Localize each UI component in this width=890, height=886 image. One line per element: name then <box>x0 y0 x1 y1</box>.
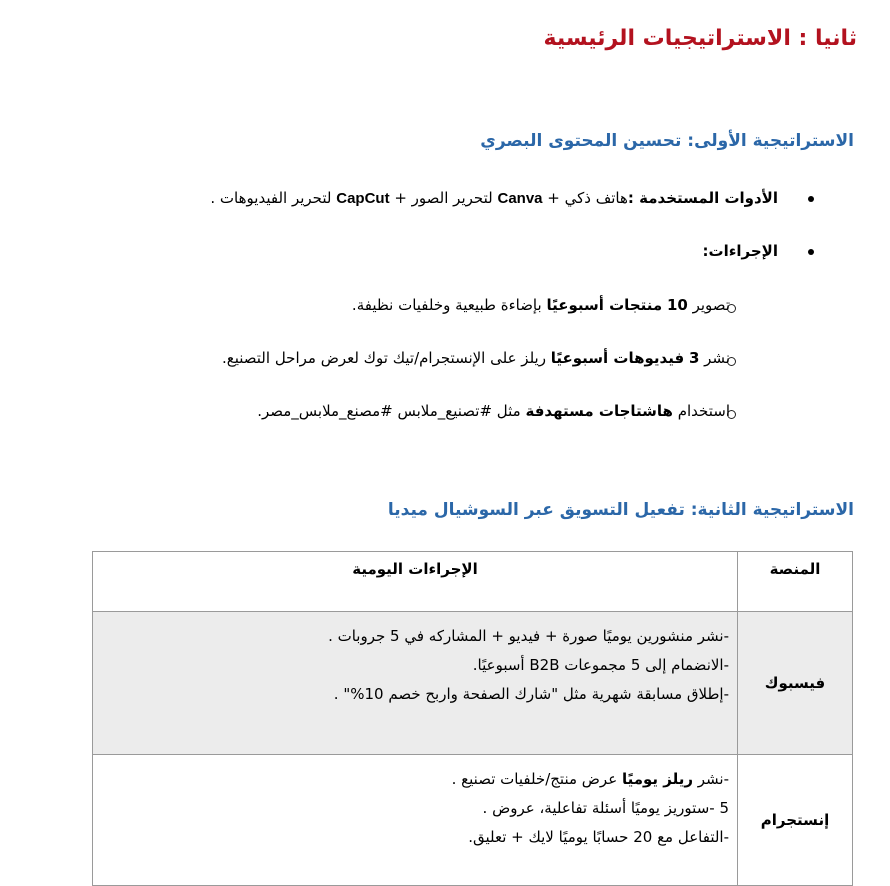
instagram-line-1-post: عرض منتج/خلفيات تصنيع . <box>451 770 618 788</box>
step-3-pre: استخدام <box>677 402 730 420</box>
page-title: ثانيا : الاستراتيجيات الرئيسية <box>543 26 857 51</box>
step-2-pre: نشر <box>704 349 730 367</box>
step-2-post: ريلز على الإنستجرام/تيك توك لعرض مراحل التصنيع. <box>221 349 546 367</box>
strategy1-heading: الاستراتيجية الأولى: تحسين المحتوى البصري <box>480 131 854 151</box>
table-row <box>93 755 853 886</box>
step-1-post: بإضاءة طبيعية وخلفيات نظيفة. <box>351 296 542 314</box>
instagram-line-1-bold: ريلز يوميًا <box>621 770 693 788</box>
header-actions <box>93 552 738 612</box>
tools-text-2: لتحرير الصور + <box>394 189 493 207</box>
bullet-dot <box>808 249 814 255</box>
platform-facebook: فيسبوك <box>738 612 853 755</box>
step-2-num: 3 <box>688 349 700 367</box>
step-3-bold: هاشتاجات مستهدفة <box>525 402 673 420</box>
instagram-line-1 <box>103 765 729 794</box>
tools-label: الأدوات المستخدمة : <box>627 189 778 207</box>
table-header-row <box>93 552 853 612</box>
bullet-dot <box>808 196 814 202</box>
step-3 <box>257 400 730 422</box>
step-2 <box>222 347 730 369</box>
tools-text-3: لتحرير الفيديوهات . <box>210 189 332 207</box>
actions-table <box>92 551 853 886</box>
step-1 <box>352 294 730 316</box>
header-actions-text: الإجراءات اليومية <box>352 560 478 578</box>
facebook-line-3: -إطلاق مسابقة شهرية مثل "شارك الصفحة واربح خصم 10%" . <box>333 685 729 703</box>
tools-canva: Canva <box>497 190 543 207</box>
step-3-post: مثل #تصنيع_ملابس #مصنع_ملابس_مصر. <box>257 402 521 420</box>
instagram-actions <box>93 755 738 886</box>
step-2-bold: فيديوهات أسبوعيًا <box>550 349 685 367</box>
instagram-line-3: -التفاعل مع 20 حسابًا يوميًا لايك + تعليق. <box>468 828 729 846</box>
platform-instagram: إنستجرام <box>738 755 853 886</box>
facebook-actions <box>93 612 738 755</box>
instagram-line-1-pre: -نشر <box>697 770 729 788</box>
header-platform <box>738 552 853 612</box>
table-row <box>93 612 853 755</box>
facebook-line-1: -نشر منشورين يوميًا صورة + فيديو + المشاركه في 5 جروبات . <box>328 627 729 645</box>
tools-capcut: CapCut <box>336 190 390 207</box>
strategy2-heading: الاستراتيجية الثانية: تفعيل التسويق عبر السوشيال ميديا <box>387 500 854 520</box>
facebook-line-2: -الانضمام إلى 5 مجموعات B2B أسبوعيًا. <box>472 656 729 674</box>
procedures-label <box>703 240 778 262</box>
header-platform-text: المنصة <box>769 560 821 578</box>
instagram-line-2: 5 -ستوريز يوميًا أسئلة تفاعلية، عروض . <box>482 799 729 817</box>
step-1-pre: تصوير <box>692 296 730 314</box>
step-1-bold: منتجات أسبوعيًا <box>546 296 663 314</box>
procedures-label-text: الإجراءات: <box>702 242 778 260</box>
tools-text-1: هاتف ذكي + <box>547 189 628 207</box>
step-1-num: 10 <box>666 296 688 314</box>
tools-line <box>210 187 778 210</box>
